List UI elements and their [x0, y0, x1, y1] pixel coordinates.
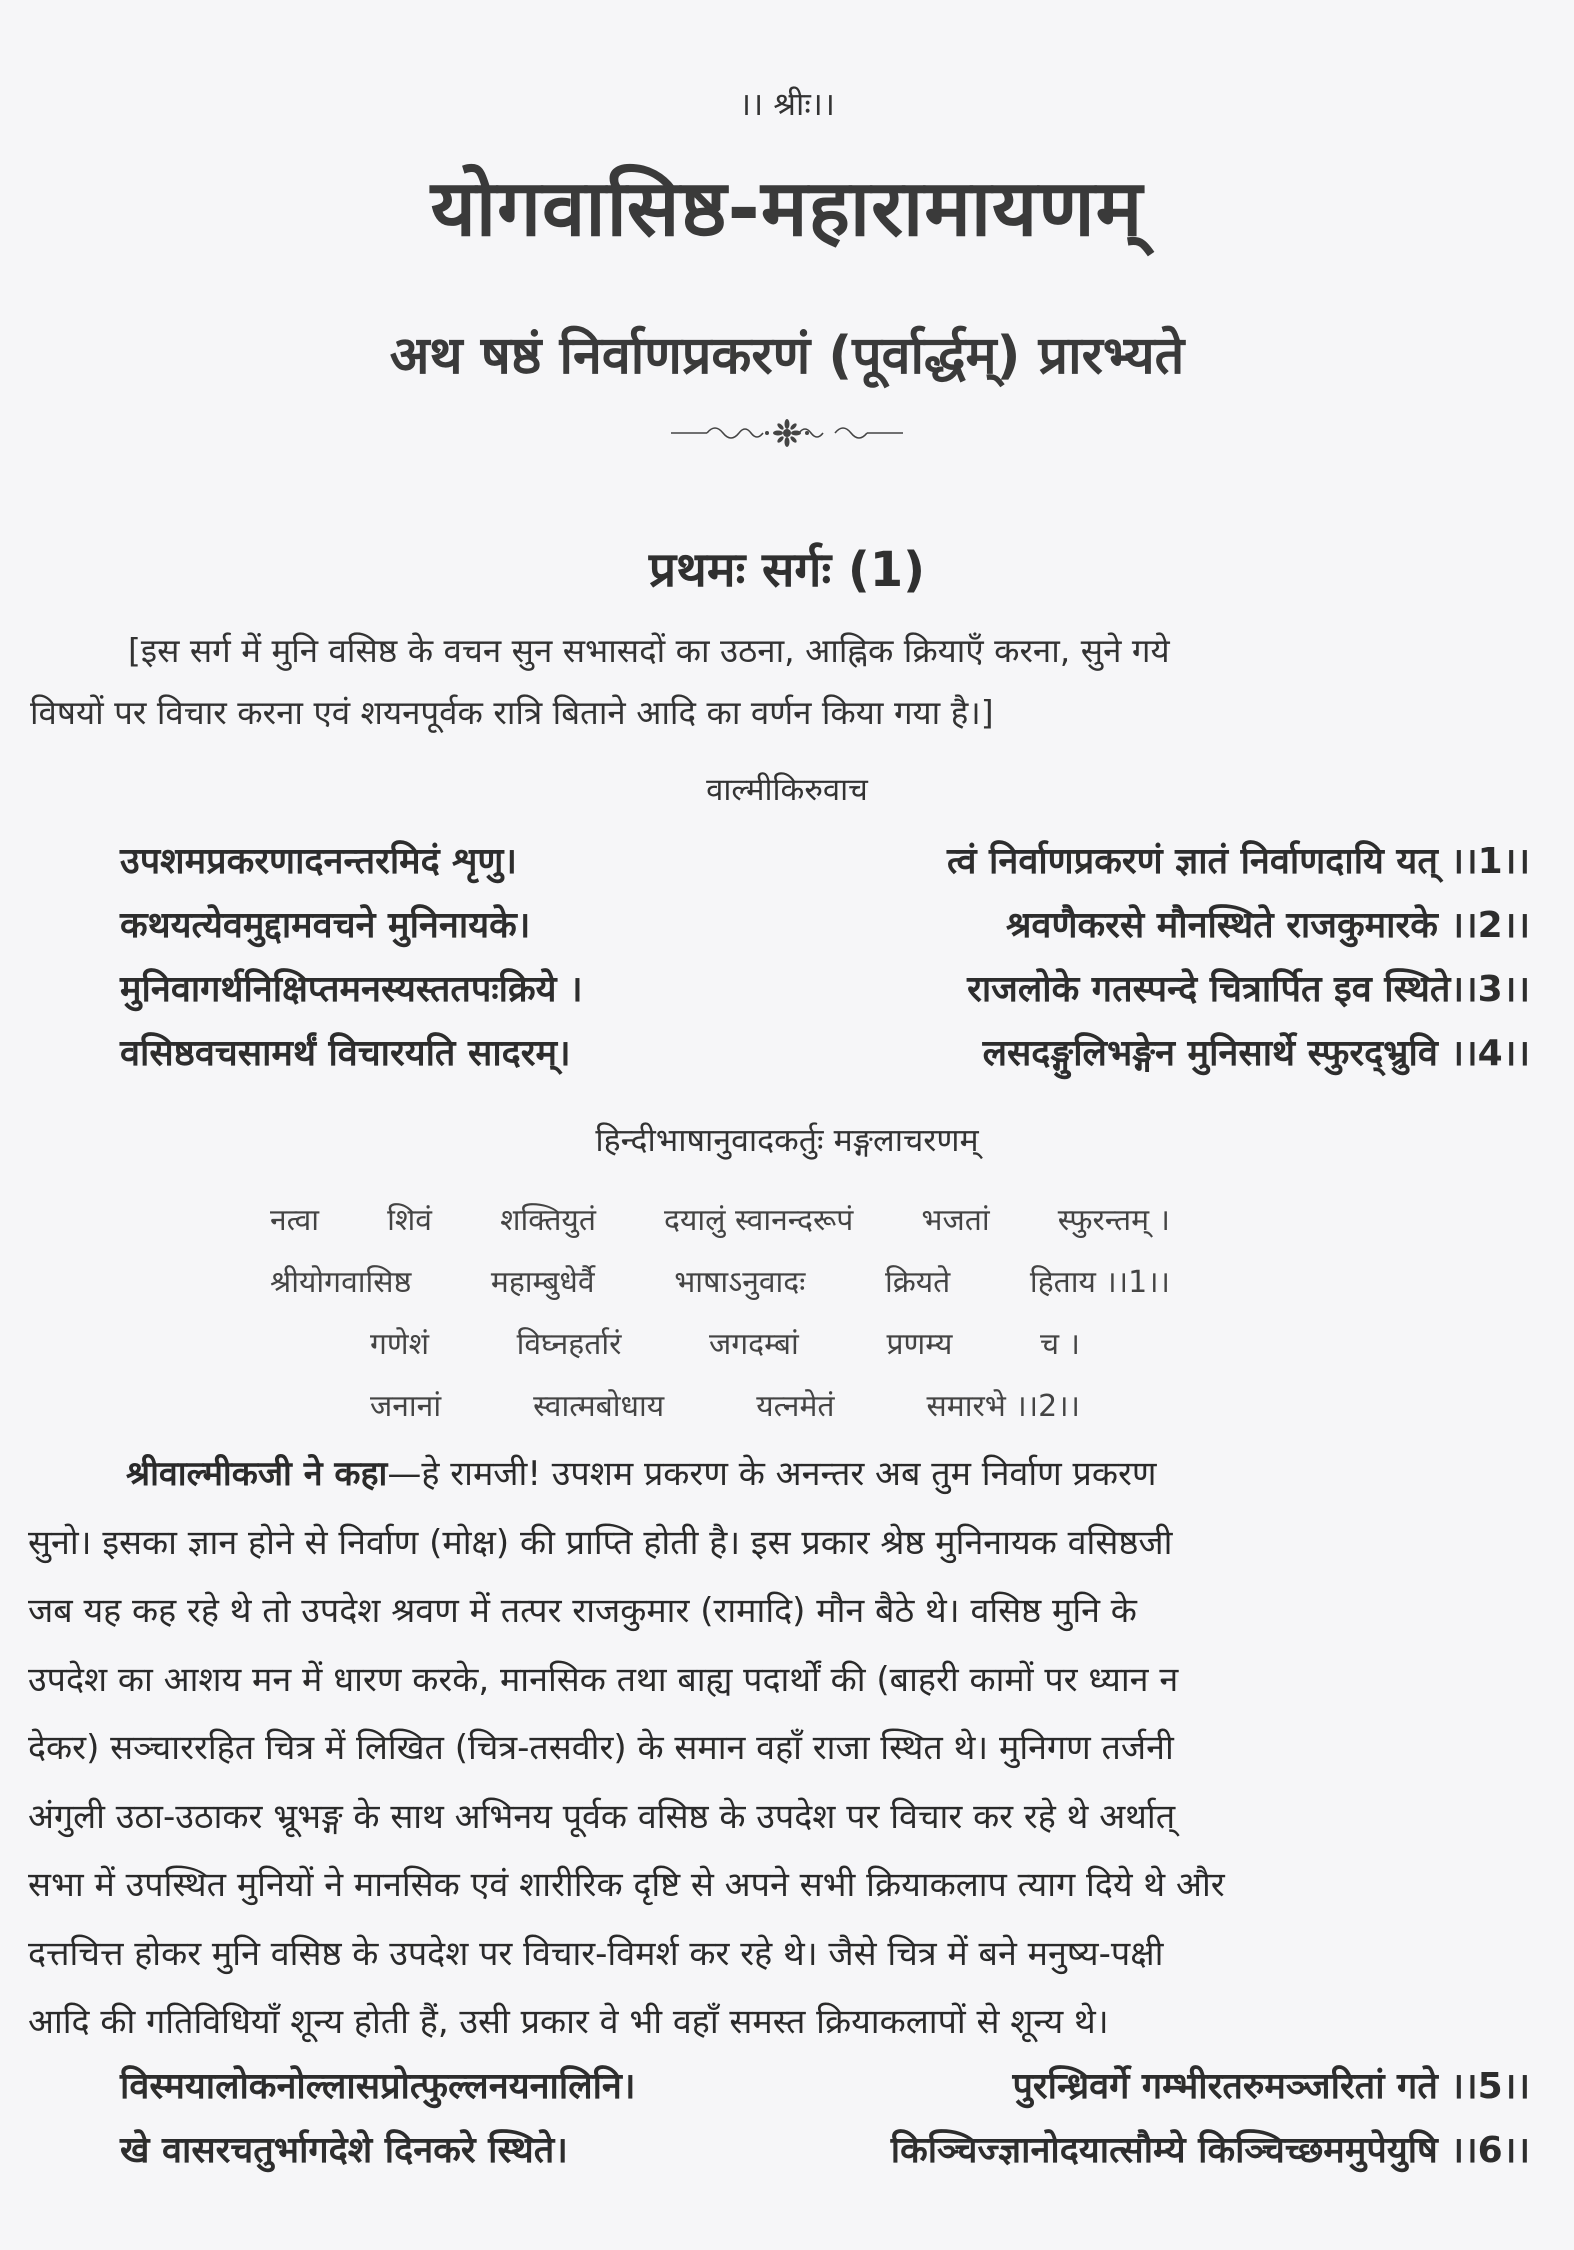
word: प्रणम्य: [886, 1327, 953, 1362]
word: यत्नमेतं: [756, 1389, 835, 1424]
word: दयालुं स्वानन्दरूपं: [664, 1203, 854, 1238]
verse-half: श्रवणैकरसे मौनस्थिते राजकुमारके ।।2।।: [1005, 905, 1530, 946]
prose-text: जब यह कह रहे थे तो उपदेश श्रवण में तत्पर राजकुमार (रामादि) मौन बैठे थे। वसिष्ठ मुनि के: [28, 1591, 1137, 1631]
floral-divider-icon: [667, 418, 907, 448]
prose-text: अंगुली उठा-उठाकर भ्रूभङ्ग के साथ अभिनय पूर्वक वसिष्ठ के उपदेश पर विचार कर रहे थे अर्थात्: [28, 1796, 1176, 1837]
word: नत्वा: [270, 1203, 320, 1238]
word: विघ्नहर्तारं: [516, 1327, 622, 1362]
prose-text: देकर) सञ्चाररहित चित्र में लिखित (चित्र-तसवीर) के समान वहाँ राजा स्थित थे। मुनिगण तर्जनी: [28, 1728, 1174, 1768]
word: भाषाऽनुवादः: [674, 1265, 806, 1300]
translation-paragraph: [28, 1440, 1533, 2057]
verse-half: उपशमप्रकरणादनन्तरमिदं शृणु।: [120, 841, 518, 882]
chapter-summary: [30, 620, 1530, 744]
word: गणेशं: [370, 1327, 429, 1362]
verse-half: कथयत्येवमुद्दामवचने मुनिनायके।: [120, 905, 531, 946]
verse-group: [120, 830, 1530, 1086]
word: शक्तियुतं: [500, 1203, 596, 1238]
verse-half: लसदङ्गुलिभङ्गेन मुनिसार्थे स्फुरद्भ्रुवि ।।4।।: [982, 1033, 1530, 1074]
word: स्वात्मबोधाय: [533, 1389, 665, 1424]
summary-line: [इस सर्ग में मुनि वसिष्ठ के वचन सुन सभासदों का उठना, आह्निक क्रियाएँ करना, सुने गये: [128, 631, 1170, 670]
verse-half: खे वासरचतुर्भागदेशे दिनकरे स्थिते।: [120, 2130, 568, 2171]
invocation-verse: [270, 1190, 1170, 1438]
verse-half: किञ्चिज्ज्ञानोदयात्सौम्ये किञ्चिच्छममुपेयुषि ।।6।।: [890, 2130, 1530, 2171]
prose-text: उपदेश का आशय मन में धारण करके, मानसिक तथा बाह्य पदार्थों की (बाहरी कामों पर ध्यान न: [28, 1659, 1179, 1700]
invocation-heading: हिन्दीभाषानुवादकर्तुः मङ्गलाचरणम्: [595, 1121, 979, 1159]
prose-text: सुनो। इसका ज्ञान होने से निर्वाण (मोक्ष) की प्राप्ति होती है। इस प्रकार श्रेष्ठ मुनिनायक वसिष्ठजी: [28, 1522, 1173, 1563]
prose-line: [28, 1577, 1533, 1646]
word: भजतां: [921, 1203, 990, 1238]
invocation-line: [270, 1190, 1170, 1252]
prose-text: आदि की गतिविधियाँ शून्य होती हैं, उसी प्रकार वे भी वहाँ समस्त क्रियाकलापों से शून्य थे।: [28, 2002, 1109, 2042]
speaker-label: वाल्मीकिरुवाच: [706, 772, 868, 808]
invocation: ।। श्रीः।।: [738, 85, 836, 123]
word: महाम्बुधेर्वै: [490, 1265, 595, 1300]
prose-line: [28, 1988, 1533, 2057]
prose-line: [28, 1646, 1533, 1715]
prose-line: [28, 1851, 1533, 1920]
verse-half: त्वं निर्वाणप्रकरणं ज्ञातं निर्वाणदायि यत् ।।1।।: [946, 841, 1530, 882]
word: शिवं: [387, 1203, 432, 1238]
prose-text: सभा में उपस्थित मुनियों ने मानसिक एवं शारीरिक दृष्टि से अपने सभी क्रियाकलाप त्याग दिये थे और: [28, 1865, 1225, 1905]
summary-line: विषयों पर विचार करना एवं शयनपूर्वक रात्रि बिताने आदि का वर्णन किया गया है।]: [30, 693, 994, 732]
word: स्फुरन्तम् ।: [1057, 1203, 1170, 1238]
page-title: योगवासिष्ठ-महारामायणम्: [430, 164, 1144, 254]
invocation-line: [370, 1314, 1080, 1376]
verse-group: [120, 2055, 1530, 2183]
word: हिताय ।।1।।: [1029, 1265, 1170, 1300]
verse-line: [120, 958, 1530, 1022]
verse-line: [120, 2119, 1530, 2183]
invocation-line: [270, 1252, 1170, 1314]
prose-line: [28, 1440, 1533, 1509]
verse-line: [120, 830, 1530, 894]
verse-line: [120, 2055, 1530, 2119]
verse-half: मुनिवागर्थनिक्षिप्तमनस्यस्ततपःक्रिये ।: [120, 969, 583, 1010]
word: श्रीयोगवासिष्ठ: [270, 1265, 412, 1300]
word: समारभे ।।2।।: [926, 1389, 1080, 1424]
prose-text: —हे रामजी! उपशम प्रकरण के अनन्तर अब तुम निर्वाण प्रकरण: [387, 1454, 1157, 1494]
speaker-lead: श्रीवाल्मीकजी ने कहा: [126, 1454, 388, 1494]
prose-text: दत्तचित्त होकर मुनि वसिष्ठ के उपदेश पर विचार-विमर्श कर रहे थे। जैसे चित्र में बने मनुष्य-पक्षी: [28, 1933, 1164, 1974]
word: च ।: [1040, 1327, 1080, 1362]
prose-line: [28, 1920, 1533, 1989]
verse-half: विस्मयालोकनोल्लासप्रोत्फुल्लनयनालिनि।: [120, 2066, 636, 2107]
verse-half: राजलोके गतस्पन्दे चित्रार्पित इव स्थिते।।3।।: [967, 969, 1530, 1010]
word: जगदम्बां: [709, 1327, 799, 1362]
verse-line: [120, 894, 1530, 958]
word: क्रियते: [884, 1265, 951, 1300]
prose-line: [28, 1783, 1533, 1852]
invocation-line: [370, 1376, 1080, 1438]
section-subtitle: अथ षष्ठं निर्वाणप्रकरणं (पूर्वार्द्धम्) प्रारभ्यते: [389, 326, 1185, 386]
prose-line: [28, 1509, 1533, 1578]
chapter-heading: प्रथमः सर्गः (1): [648, 542, 926, 598]
prose-line: [28, 1714, 1533, 1783]
verse-line: [120, 1022, 1530, 1086]
word: जनानां: [370, 1389, 442, 1424]
verse-half: वसिष्ठवचसामर्थं विचारयति सादरम्।: [120, 1033, 571, 1074]
verse-half: पुरन्ध्रिवर्गे गम्भीरतरुमञ्जरितां गते ।।5।।: [1012, 2066, 1530, 2107]
